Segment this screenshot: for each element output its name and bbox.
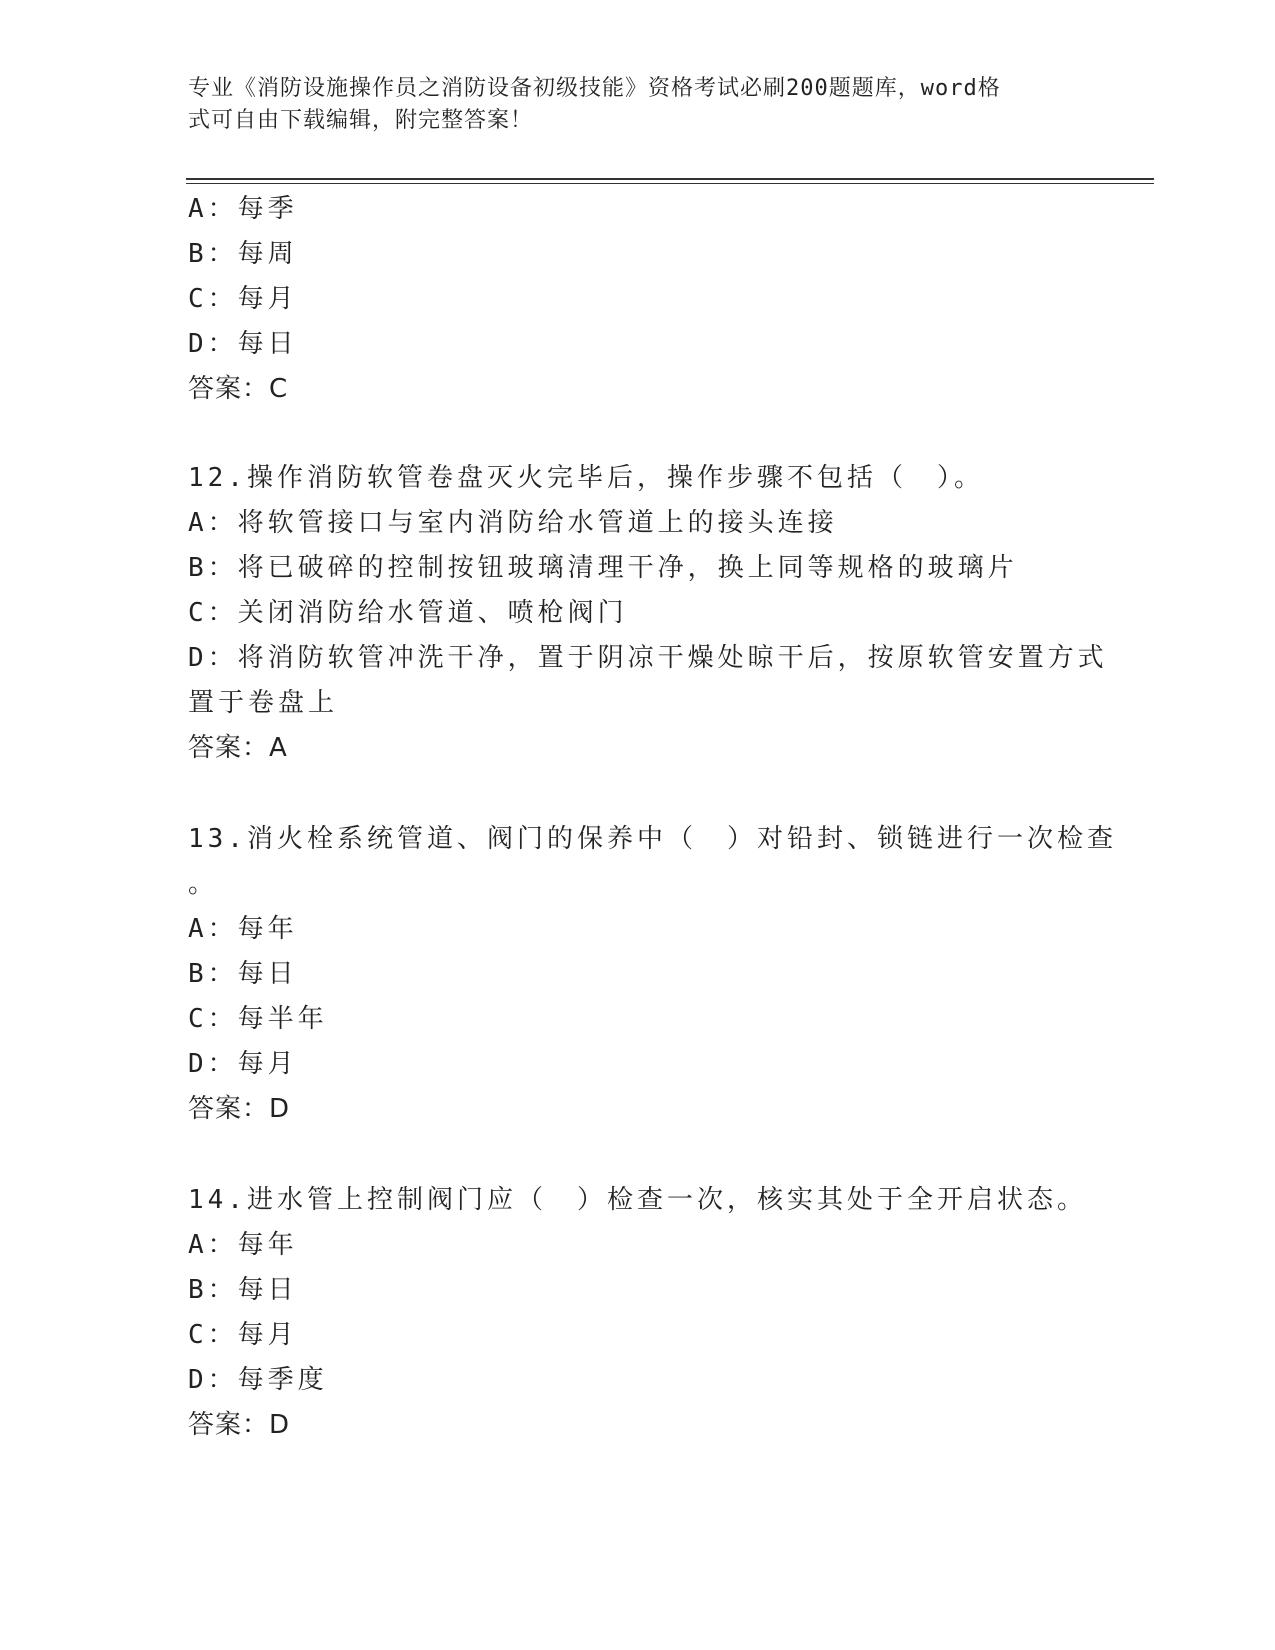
q12-stem: 12.操作消防软管卷盘灭火完毕后，操作步骤不包括（ ）。 — [188, 463, 984, 493]
q14-option-c: C：每月 — [188, 1320, 298, 1350]
q14-option-b: B：每日 — [188, 1275, 298, 1305]
q13-stem-line-1: 13.消火栓系统管道、阀门的保养中（ ）对铅封、锁链进行一次检查 — [188, 824, 1117, 854]
q13-option-d: D：每月 — [188, 1049, 298, 1079]
q14-answer: 答案：D — [188, 1410, 291, 1440]
q11-answer: 答案：C — [188, 374, 289, 404]
q12-option-b: B：将已破碎的控制按钮玻璃清理干净，换上同等规格的玻璃片 — [188, 553, 1018, 583]
q12-option-a: A：将软管接口与室内消防给水管道上的接头连接 — [188, 508, 838, 538]
q14-option-d: D：每季度 — [188, 1365, 328, 1395]
q13-option-a: A：每年 — [188, 914, 298, 944]
q13-answer: 答案：D — [188, 1094, 291, 1124]
q14-option-a: A：每年 — [188, 1230, 298, 1260]
q11-option-c: C：每月 — [188, 284, 298, 314]
document-header — [188, 73, 1068, 137]
q13-option-c: C：每半年 — [188, 1004, 328, 1034]
q11-option-a: A：每季 — [188, 194, 298, 224]
header-divider-thick — [186, 178, 1154, 180]
q12-option-d-line-2: 置于卷盘上 — [188, 688, 339, 718]
q11-option-b: B：每周 — [188, 239, 298, 269]
q11-option-d: D：每日 — [188, 329, 298, 359]
header-line-2: 式可自由下载编辑，附完整答案！ — [188, 108, 534, 133]
q12-option-d-line-1: D：将消防软管冲洗干净，置于阴凉干燥处晾干后，按原软管安置方式 — [188, 643, 1108, 673]
header-divider-thin — [186, 183, 1154, 184]
q13-option-b: B：每日 — [188, 959, 298, 989]
q12-option-c: C：关闭消防给水管道、喷枪阀门 — [188, 598, 628, 628]
q14-stem: 14.进水管上控制阀门应（ ）检查一次，核实其处于全开启状态。 — [188, 1185, 1087, 1215]
q13-stem-line-2: 。 — [188, 869, 219, 899]
header-line-1: 专业《消防设施操作员之消防设备初级技能》资格考试必刷200题题库，word格 — [188, 76, 1001, 101]
q12-answer: 答案：A — [188, 733, 288, 763]
